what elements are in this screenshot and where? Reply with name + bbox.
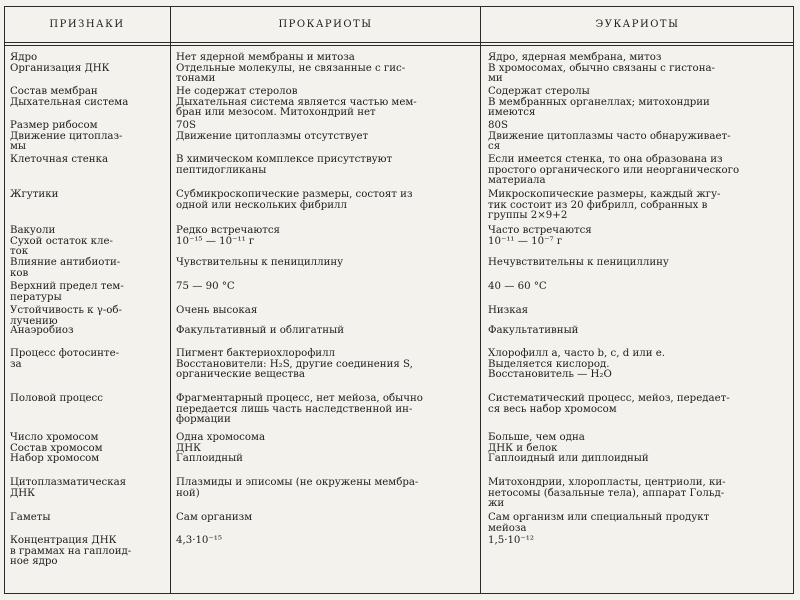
eukaryote-cell: Содержат стеролы В мембранных органеллах; митохондрии имеются <box>488 86 710 119</box>
prokaryote-cell: 75 — 90 °С <box>176 281 235 292</box>
prokaryote-cell: Одна хромосома ДНК Гаплоидный <box>176 432 266 465</box>
prokaryote-cell: 70S Движение цитоплазмы отсутствует <box>176 120 369 142</box>
feature-cell: Цитоплазматическая ДНК <box>10 477 127 499</box>
prokaryote-cell: В химическом комплексе присутствуют пептидогликаны <box>176 154 393 176</box>
eukaryote-cell: Больше, чем одна ДНК и белок Гаплоидный или диплоидный <box>488 432 649 465</box>
feature-cell: Клеточная стенка <box>10 154 109 165</box>
prokaryote-cell: Чувствительны к пенициллину <box>176 257 344 268</box>
prokaryote-cell: Не содержат стеролов Дыхательная система является частью мем- бран или мезосом. Митохондрий нет <box>176 86 417 119</box>
eukaryote-cell: 1,5·10⁻¹² <box>488 535 534 546</box>
feature-cell: Устойчивость к γ-об- лучению <box>10 305 122 327</box>
eukaryote-cell: 40 — 60 °С <box>488 281 547 292</box>
header-rule <box>4 42 794 43</box>
feature-cell: Ядро Организация ДНК <box>10 52 110 74</box>
feature-cell: Влияние антибиоти- ков <box>10 257 121 279</box>
eukaryote-cell: Низкая <box>488 305 529 316</box>
eukaryote-cell: Систематический процесс, мейоз, передает- ся весь набор хромосом <box>488 393 730 415</box>
prokaryote-cell: Нет ядерной мембраны и митоза Отдельные молекулы, не связанные с гис- тонами <box>176 52 406 85</box>
eukaryote-cell: Ядро, ядерная мембрана, митоз В хромосомах, обычно связаны с гистона- ми <box>488 52 716 85</box>
eukaryote-cell: Митохондрии, хлоропласты, центриоли, ки- нетосомы (базальные тела), аппарат Гольд- жи <box>488 477 726 510</box>
prokaryote-cell: Плазмиды и эписомы (не окружены мембра- ной) <box>176 477 419 499</box>
eukaryote-cell: Если имеется стенка, то она образована из простого органического или неорганического материала <box>488 154 740 187</box>
feature-cell: Половой процесс <box>10 393 103 404</box>
header-rule-double <box>4 45 794 46</box>
feature-cell: Верхний предел тем- пературы <box>10 281 124 303</box>
prokaryote-cell: Фрагментарный процесс, нет мейоза, обычно передается лишь часть наследственной ин- формации <box>176 393 423 426</box>
feature-cell: Процесс фотосинте- за <box>10 348 120 370</box>
eukaryote-cell: Микроскопические размеры, каждый жгу- тик состоит из 20 фибрилл, собранных в группы 2×9+2 <box>488 189 721 222</box>
prokaryote-cell: Сам организм <box>176 512 253 523</box>
feature-cell: Число хромосом Состав хромосом Набор хромосом <box>10 432 103 465</box>
eukaryote-cell: 80S Движение цитоплазмы часто обнаруживает- ся <box>488 120 731 153</box>
feature-cell: Состав мембран Дыхательная система <box>10 86 129 108</box>
eukaryote-cell: Сам организм или специальный продукт мейоза <box>488 512 710 534</box>
header-eukaryotes: ЭУКАРИОТЫ <box>595 18 680 30</box>
eukaryote-cell: Часто встречаются 10⁻¹¹ — 10⁻⁷ г <box>488 225 592 247</box>
prokaryote-cell: Пигмент бактериохлорофилл Восстановители: H₂S, другие соединения S, органические вещества <box>176 348 413 381</box>
prokaryote-cell: Факультативный и облигатный <box>176 325 344 336</box>
feature-cell: Анаэробиоз <box>10 325 74 336</box>
eukaryote-cell: Нечувствительны к пенициллину <box>488 257 669 268</box>
header-prokaryotes: ПРОКАРИОТЫ <box>278 18 373 30</box>
eukaryote-cell: Хлорофилл a, часто b, c, d или e. Выделяется кислород. Восстановитель — H₂O <box>488 348 666 381</box>
prokaryote-cell: Очень высокая <box>176 305 258 316</box>
prokaryote-cell: 4,3·10⁻¹⁵ <box>176 535 222 546</box>
prokaryote-cell: Субмикроскопические размеры, состоят из одной или нескольких фибрилл <box>176 189 413 211</box>
header-features: ПРИЗНАКИ <box>49 18 125 30</box>
feature-cell: Концентрация ДНК в граммах на гаплоид- ное ядро <box>10 535 132 568</box>
feature-cell: Вакуоли Сухой остаток кле- ток <box>10 225 113 258</box>
prokaryote-cell: Редко встречаются 10⁻¹⁵ — 10⁻¹¹ г <box>176 225 280 247</box>
feature-cell: Гаметы <box>10 512 51 523</box>
feature-cell: Размер рибосом Движение цитоплаз- мы <box>10 120 123 153</box>
eukaryote-cell: Факультативный <box>488 325 579 336</box>
feature-cell: Жгутики <box>10 189 59 200</box>
